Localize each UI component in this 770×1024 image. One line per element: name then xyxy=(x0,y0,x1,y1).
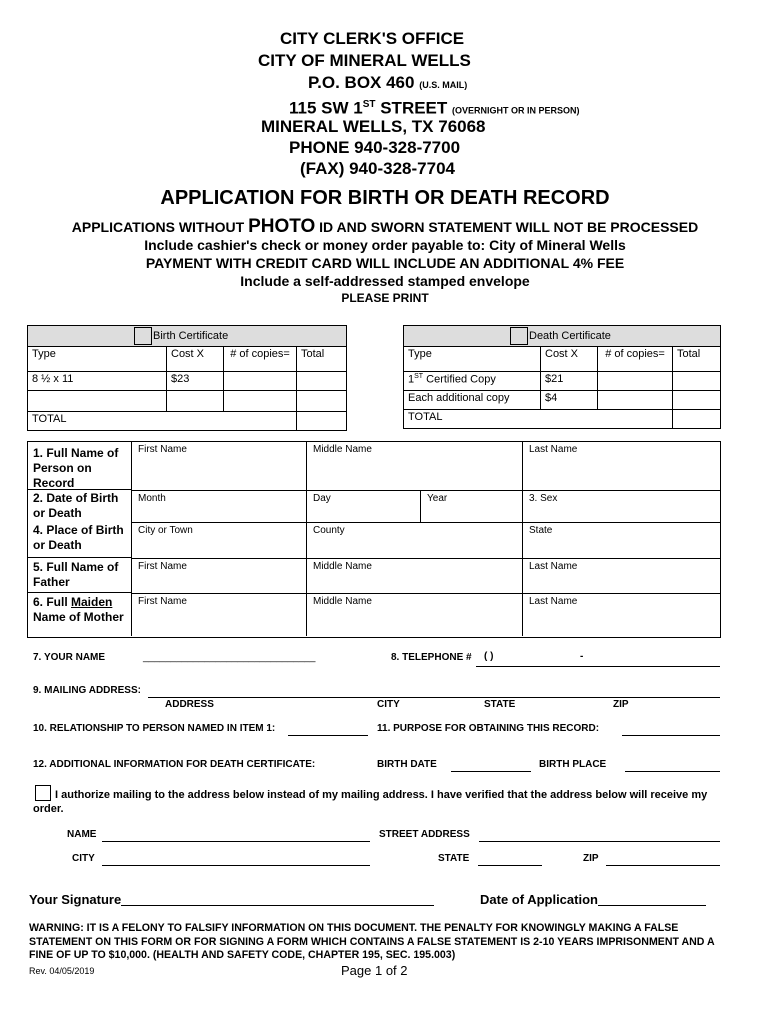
alt-name-input[interactable] xyxy=(102,841,370,842)
city-name: CITY OF MINERAL WELLS xyxy=(258,51,471,70)
payment-notice: Include cashier's check or money order payable to: City of Mineral Wells xyxy=(144,237,626,253)
birth-place-input[interactable] xyxy=(625,771,720,772)
alt-state-label: STATE xyxy=(438,853,470,864)
father-label: 5. Full Name of Father xyxy=(33,560,119,589)
last-name-field[interactable]: Last Name xyxy=(522,441,720,490)
month-field[interactable]: Month xyxy=(131,490,306,522)
relationship-label: 10. RELATIONSHIP TO PERSON NAMED IN ITEM 1: xyxy=(33,723,276,734)
total-input[interactable] xyxy=(673,391,721,410)
date-of-application-input[interactable] xyxy=(598,905,706,906)
birth-date-label: BIRTH DATE xyxy=(377,759,437,770)
date-of-application-label: Date of Application xyxy=(480,892,598,907)
signature-label: Your Signature xyxy=(29,892,122,907)
mailing-address-input[interactable] xyxy=(148,697,720,698)
your-name-input[interactable]: _______________________________ xyxy=(143,652,316,663)
envelope-notice: Include a self-addressed stamped envelope xyxy=(240,273,530,289)
birth-certificate-table: Birth Certificate Type Cost X # of copies= Total 8 ½ x 11 $23 TOTAL xyxy=(27,325,347,431)
father-middle-name[interactable]: Middle Name xyxy=(306,558,522,593)
father-last-name[interactable]: Last Name xyxy=(522,558,720,593)
felony-warning: WARNING: IT IS A FELONY TO FALSIFY INFORMATION ON THIS DOCUMENT. THE PENALTY FOR KNOWINGLY MAKING A FALSE STATEMENT ON THIS FORM OR FOR SIGNING A FORM WHICH CONTAINS A FALSE STATEMENT IS 2-10 YEARS IMPRISONMENT AND A FINE OF UP TO $10,000. (HEALTH AND SAFETY CODE, CHAPTER 195, SEC. 195.003) xyxy=(29,922,715,961)
total-label: TOTAL xyxy=(404,410,673,429)
row-type: 1ST Certified Copy xyxy=(404,372,541,391)
copies-input[interactable] xyxy=(224,372,297,391)
total-input[interactable] xyxy=(673,372,721,391)
mother-middle-name[interactable]: Middle Name xyxy=(306,593,522,636)
father-first-name[interactable]: First Name xyxy=(131,558,306,593)
alt-street-input[interactable] xyxy=(479,841,720,842)
alt-street-label: STREET ADDRESS xyxy=(379,829,470,840)
sex-field[interactable]: 3. Sex xyxy=(522,490,720,522)
office-name: CITY CLERK'S OFFICE xyxy=(280,29,465,48)
county-field[interactable]: County xyxy=(306,522,522,558)
state-field[interactable]: State xyxy=(522,522,720,558)
city-caption: CITY xyxy=(377,699,400,710)
date-label: 2. Date of Birth or Death xyxy=(33,491,119,520)
alt-state-input[interactable] xyxy=(478,865,542,866)
additional-info-label: 12. ADDITIONAL INFORMATION FOR DEATH CERTIFICATE: xyxy=(33,759,316,770)
row-cost: $23 xyxy=(167,372,224,391)
please-print: PLEASE PRINT xyxy=(341,291,429,305)
copies-input[interactable] xyxy=(598,372,673,391)
relationship-input[interactable] xyxy=(288,735,368,736)
photo-id-notice: APPLICATIONS WITHOUT PHOTO ID AND SWORN STATEMENT WILL NOT BE PROCESSED xyxy=(71,216,699,237)
tel-dash: - xyxy=(580,651,584,662)
zip-caption: ZIP xyxy=(613,699,629,710)
row-cost: $4 xyxy=(541,391,598,410)
record-grid xyxy=(27,441,721,638)
mailing-address-label: 9. MAILING ADDRESS: xyxy=(33,685,141,696)
total-input[interactable] xyxy=(297,372,347,391)
mother-label: 6. Full Maiden Name of Mother xyxy=(33,595,124,624)
authorize-text: I authorize mailing to the address below instead of my mailing address. I have verified that the address below will receive my order. xyxy=(33,789,708,815)
year-field[interactable]: Year xyxy=(420,490,522,522)
mother-last-name[interactable]: Last Name xyxy=(522,593,720,636)
alt-name-label: NAME xyxy=(67,829,97,840)
total-label: TOTAL xyxy=(28,412,297,431)
day-field[interactable]: Day xyxy=(306,490,420,522)
col-total: Total xyxy=(297,347,347,372)
signature-input[interactable] xyxy=(121,905,434,906)
birth-date-input[interactable] xyxy=(451,771,531,772)
area-code: ( ) xyxy=(484,651,494,662)
row-type: 8 ½ x 11 xyxy=(28,372,167,391)
col-copies: # of copies= xyxy=(598,347,673,372)
col-type: Type xyxy=(28,347,167,372)
col-type: Type xyxy=(404,347,541,372)
street-address: 115 SW 1ST STREET (OVERNIGHT OR IN PERSON) xyxy=(289,98,580,118)
po-box: P.O. BOX 460 (U.S. MAIL) xyxy=(308,73,468,92)
state-caption: STATE xyxy=(484,699,516,710)
col-cost: Cost X xyxy=(541,347,598,372)
grand-total-input[interactable] xyxy=(673,410,721,429)
birth-certificate-checkbox[interactable] xyxy=(134,327,152,345)
alt-city-label: CITY xyxy=(72,853,95,864)
row-type: Each additional copy xyxy=(404,391,541,410)
alt-zip-input[interactable] xyxy=(606,865,720,866)
mother-first-name[interactable]: First Name xyxy=(131,593,306,636)
place-label: 4. Place of Birth or Death xyxy=(33,523,124,552)
phone: PHONE 940-328-7700 xyxy=(289,138,461,157)
page-number: Page 1 of 2 xyxy=(341,963,408,978)
col-copies: # of copies= xyxy=(224,347,297,372)
city-field[interactable]: City or Town xyxy=(131,522,306,558)
middle-name-field[interactable]: Middle Name xyxy=(306,441,522,490)
purpose-input[interactable] xyxy=(622,735,720,736)
fax: (FAX) 940-328-7704 xyxy=(300,159,455,178)
address-caption: ADDRESS xyxy=(165,699,214,710)
your-name-label: 7. YOUR NAME xyxy=(33,652,106,663)
alt-zip-label: ZIP xyxy=(583,853,599,864)
birth-place-label: BIRTH PLACE xyxy=(539,759,607,770)
credit-card-notice: PAYMENT WITH CREDIT CARD WILL INCLUDE AN ADDITIONAL 4% FEE xyxy=(145,255,625,271)
revision-date: Rev. 04/05/2019 xyxy=(29,966,95,976)
telephone-input[interactable] xyxy=(476,666,720,667)
first-name-field[interactable]: First Name xyxy=(131,441,306,490)
copies-input[interactable] xyxy=(598,391,673,410)
grand-total-input[interactable] xyxy=(297,412,347,431)
purpose-label: 11. PURPOSE FOR OBTAINING THIS RECORD: xyxy=(377,723,600,734)
city-state-zip: MINERAL WELLS, TX 76068 xyxy=(261,117,486,136)
col-total: Total xyxy=(673,347,721,372)
full-name-label: 1. Full Name of Person on Record xyxy=(33,446,119,490)
col-cost: Cost X xyxy=(167,347,224,372)
row-cost: $21 xyxy=(541,372,598,391)
form-title: APPLICATION FOR BIRTH OR DEATH RECORD xyxy=(160,187,610,209)
death-certificate-table: Death Certificate Type Cost X # of copies= Total 1ST Certified Copy $21 Each additional copy $4 TOTAL xyxy=(403,325,721,429)
death-certificate-checkbox[interactable] xyxy=(510,327,528,345)
telephone-label: 8. TELEPHONE # xyxy=(391,652,472,663)
alt-city-input[interactable] xyxy=(102,865,370,866)
